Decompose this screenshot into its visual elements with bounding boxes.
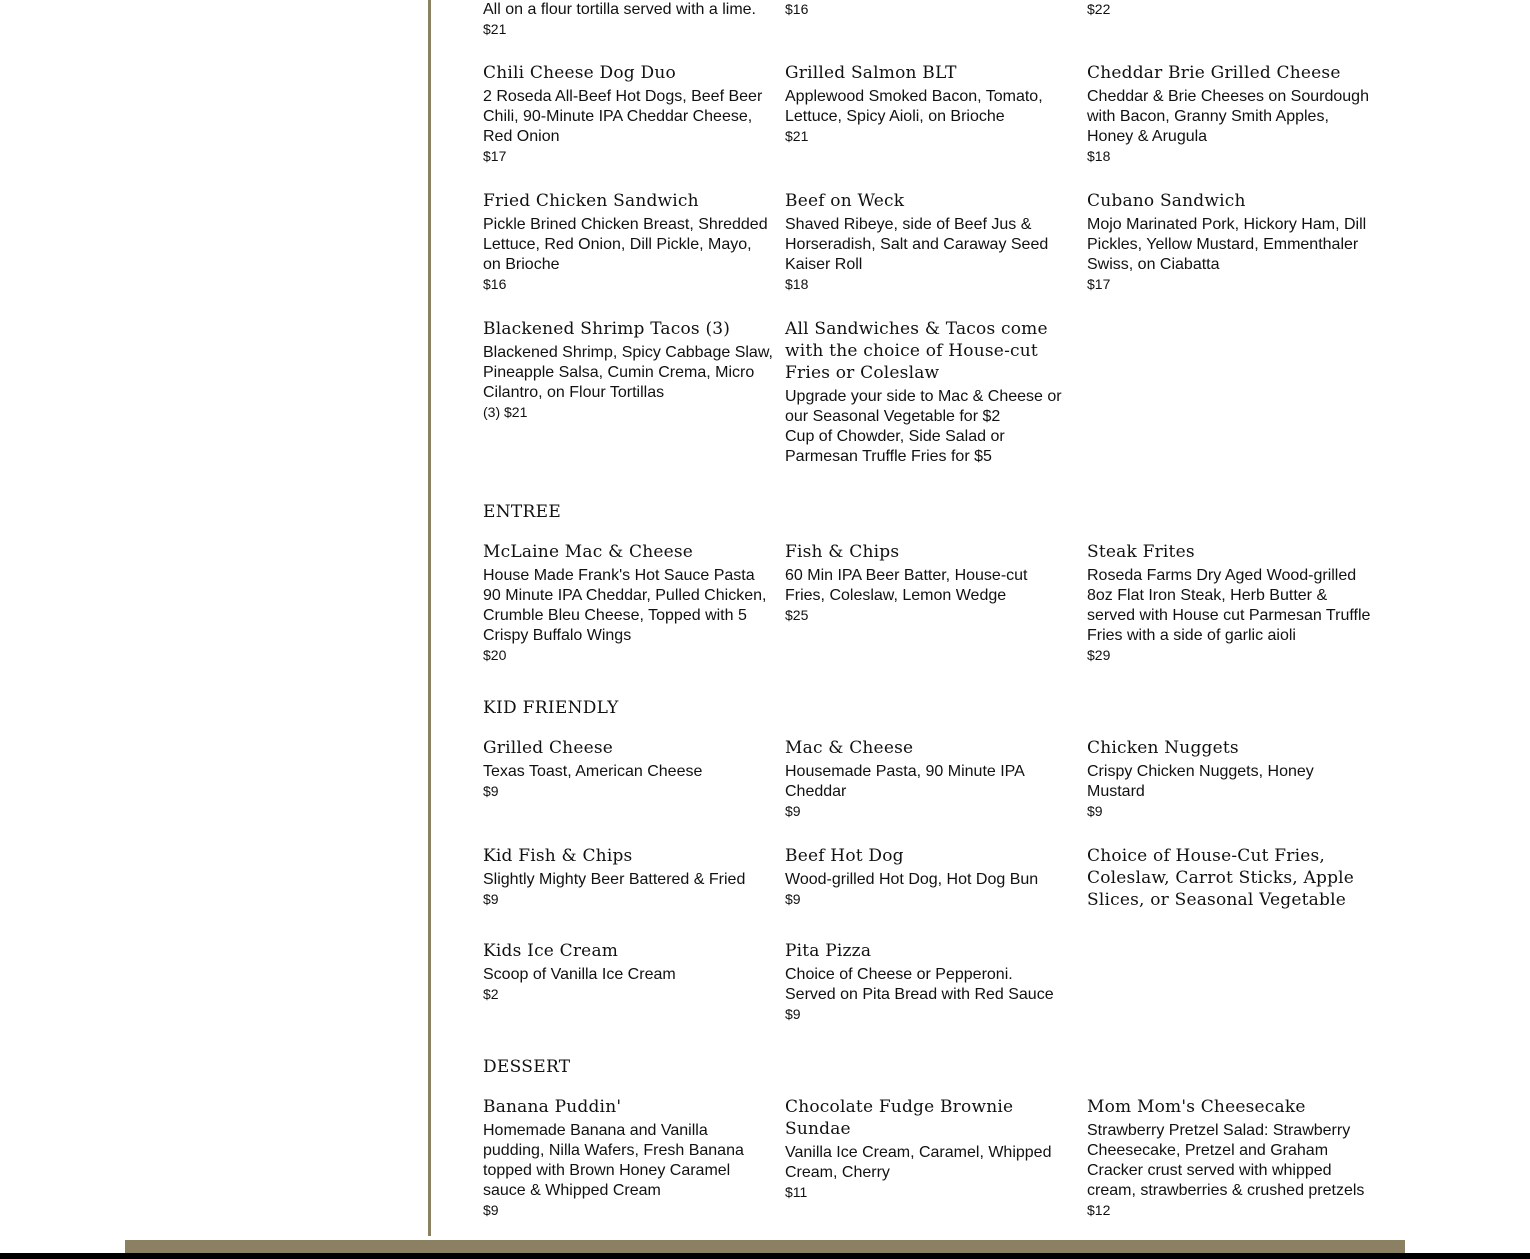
item-price: $18 (1087, 148, 1111, 164)
menu-item (483, 0, 773, 39)
item-price: $9 (1087, 803, 1103, 819)
item-price: $20 (483, 647, 507, 663)
item-name: Steak Frites (1087, 542, 1195, 562)
menu-item (483, 845, 773, 909)
menu-item (483, 318, 773, 422)
item-name: Beef Hot Dog (785, 846, 904, 866)
kids-sides-note (1087, 845, 1369, 914)
item-name: Chili Cheese Dog Duo (483, 63, 676, 83)
sides-upgrade-text-2: Cup of Chowder, Side Salad or Parmesan Truffle Fries for $5 (785, 428, 1005, 465)
item-description: Pickle Brined Chicken Breast, Shredded Lettuce, Red Onion, Dill Pickle, Mayo, on Brioche (483, 216, 768, 273)
item-description: Texas Toast, American Cheese (483, 763, 703, 780)
menu-item (483, 190, 773, 294)
sides-upgrade-text: Upgrade your side to Mac & Cheese or our Seasonal Vegetable for $2 (785, 388, 1062, 425)
item-price: $9 (483, 891, 499, 907)
item-name: Cubano Sandwich (1087, 191, 1246, 211)
menu-item (483, 737, 773, 801)
item-price: $9 (483, 783, 499, 799)
item-description: House Made Frank's Hot Sauce Pasta 90 Minute IPA Cheddar, Pulled Chicken, Crumble Bleu Cheese, Topped with 5 Crispy Buffalo Wings (483, 567, 767, 644)
item-name: Chicken Nuggets (1087, 738, 1239, 758)
item-name: Cheddar Brie Grilled Cheese (1087, 63, 1341, 83)
menu-item (785, 1096, 1060, 1202)
menu-item (483, 1096, 758, 1220)
item-description: Wood-grilled Hot Dog, Hot Dog Bun (785, 871, 1039, 888)
sides-note (785, 318, 1067, 467)
menu-item (1087, 1096, 1377, 1220)
item-name: Fish & Chips (785, 542, 900, 562)
item-price: $21 (483, 21, 507, 37)
item-description: Blackened Shrimp, Spicy Cabbage Slaw, Pineapple Salsa, Cumin Crema, Micro Cilantro, on Flour Tortillas (483, 344, 773, 401)
menu-item (483, 62, 773, 166)
item-description: All on a flour tortilla served with a lime. (483, 1, 756, 18)
menu-item (483, 541, 773, 665)
menu-item (1087, 190, 1377, 294)
menu-item (785, 0, 1075, 19)
item-price: $9 (785, 803, 801, 819)
item-price: $9 (785, 891, 801, 907)
menu-item (785, 541, 1045, 625)
item-name: Grilled Salmon BLT (785, 63, 957, 83)
menu-item (785, 940, 1065, 1024)
item-name: Mac & Cheese (785, 738, 914, 758)
item-description: Vanilla Ice Cream, Caramel, Whipped Cream, Cherry (785, 1144, 1052, 1181)
item-name: Mom Mom's Cheesecake (1087, 1097, 1306, 1117)
item-price: $29 (1087, 647, 1111, 663)
item-name: Chocolate Fudge Brownie Sundae (785, 1097, 1014, 1139)
item-name: Kid Fish & Chips (483, 846, 633, 866)
footer-border-band (125, 1240, 1405, 1254)
menu-item (785, 190, 1075, 294)
menu-item (785, 737, 1055, 821)
item-name: McLaine Mac & Cheese (483, 542, 694, 562)
item-description: Slightly Mighty Beer Battered & Fried (483, 871, 746, 888)
menu-item (785, 62, 1075, 146)
item-description: Homemade Banana and Vanilla pudding, Nilla Wafers, Fresh Banana topped with Brown Honey Caramel sauce & Whipped Cream (483, 1122, 744, 1199)
item-price: $18 (785, 276, 809, 292)
item-name: Grilled Cheese (483, 738, 614, 758)
footer-bar (0, 1253, 1530, 1259)
kids-sides-note-title: Choice of House-Cut Fries, Coleslaw, Carrot Sticks, Apple Slices, or Seasonal Vegetable (1087, 846, 1355, 910)
menu-item (483, 940, 773, 1004)
item-price: $2 (483, 986, 499, 1002)
item-price: $9 (483, 1202, 499, 1218)
item-price: $11 (785, 1184, 808, 1200)
menu-item (1087, 541, 1377, 665)
item-price: $17 (483, 148, 507, 164)
sides-note-title: All Sandwiches & Tacos come with the choice of House-cut Fries or Coleslaw (785, 319, 1048, 383)
item-description: Scoop of Vanilla Ice Cream (483, 966, 676, 983)
item-description: Choice of Cheese or Pepperoni. Served on Pita Bread with Red Sauce (785, 966, 1054, 1003)
item-price: $22 (1087, 1, 1111, 17)
item-name: Kids Ice Cream (483, 941, 619, 961)
menu-item (1087, 737, 1347, 821)
item-description: Roseda Farms Dry Aged Wood-grilled 8oz Flat Iron Steak, Herb Butter & served with House cut Parmesan Truffle Fries with a side of garlic aioli (1087, 567, 1371, 644)
item-name: Beef on Weck (785, 191, 905, 211)
item-name: Banana Puddin' (483, 1097, 622, 1117)
item-price: $12 (1087, 1202, 1111, 1218)
item-price: $16 (483, 276, 507, 292)
item-description: Housemade Pasta, 90 Minute IPA Cheddar (785, 763, 1024, 800)
section-heading-kid-friendly: KID FRIENDLY (483, 698, 619, 718)
item-price: $17 (1087, 276, 1111, 292)
item-description: Strawberry Pretzel Salad: Strawberry Cheesecake, Pretzel and Graham Cracker crust served with whipped cream, strawberries & crushed pretzels (1087, 1122, 1365, 1199)
item-name: Pita Pizza (785, 941, 872, 961)
item-price: (3) $21 (483, 404, 528, 420)
section-heading-dessert: DESSERT (483, 1057, 571, 1077)
item-description: 2 Roseda All-Beef Hot Dogs, Beef Beer Chili, 90-Minute IPA Cheddar Cheese, Red Onion (483, 88, 763, 145)
menu-item (785, 845, 1075, 909)
item-description: 60 Min IPA Beer Batter, House-cut Fries, Coleslaw, Lemon Wedge (785, 567, 1028, 604)
menu-item (1087, 0, 1377, 19)
menu-item (1087, 62, 1377, 166)
item-price: $25 (785, 607, 809, 623)
item-name: Fried Chicken Sandwich (483, 191, 699, 211)
section-heading-entree: ENTREE (483, 502, 562, 522)
item-price: $16 (785, 1, 809, 17)
item-description: Cheddar & Brie Cheeses on Sourdough with Bacon, Granny Smith Apples, Honey & Arugula (1087, 88, 1369, 145)
item-description: Shaved Ribeye, side of Beef Jus & Horseradish, Salt and Caraway Seed Kaiser Roll (785, 216, 1049, 273)
item-name: Blackened Shrimp Tacos (3) (483, 319, 731, 339)
item-price: $21 (785, 128, 809, 144)
item-price: $9 (785, 1006, 801, 1022)
item-description: Crispy Chicken Nuggets, Honey Mustard (1087, 763, 1314, 800)
item-description: Applewood Smoked Bacon, Tomato, Lettuce, Spicy Aioli, on Brioche (785, 88, 1043, 125)
item-description: Mojo Marinated Pork, Hickory Ham, Dill Pickles, Yellow Mustard, Emmenthaler Swiss, on Ciabatta (1087, 216, 1367, 273)
left-divider-line (428, 0, 431, 1236)
